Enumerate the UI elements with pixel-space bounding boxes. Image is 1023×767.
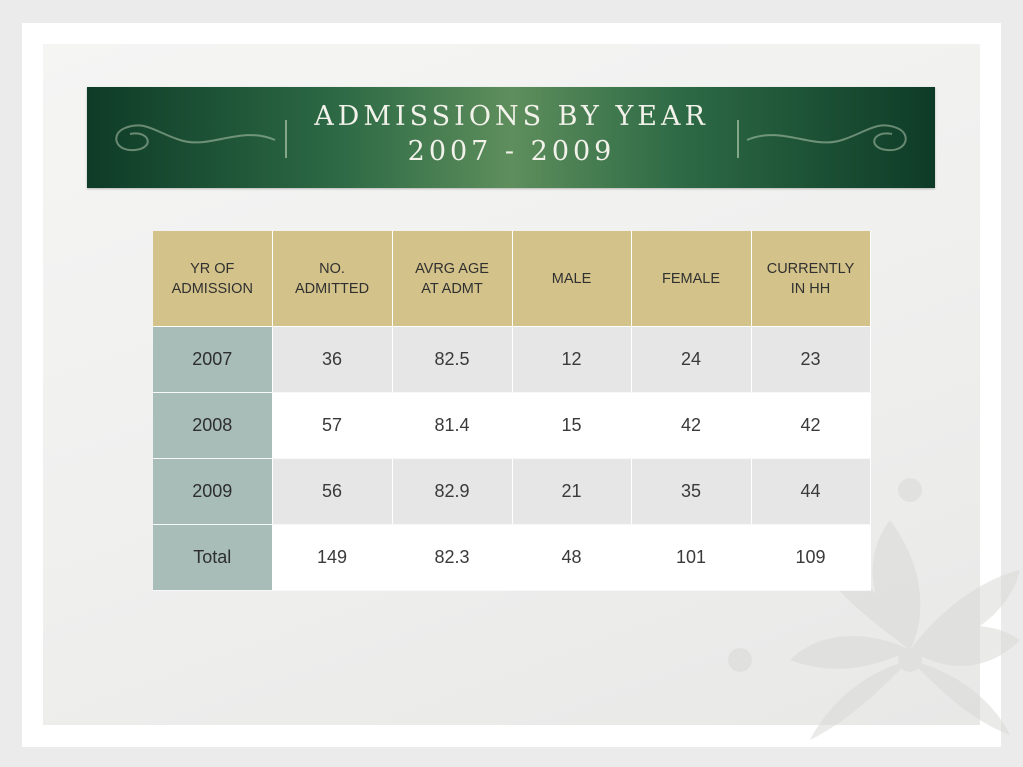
cell-admitted: 149	[272, 525, 392, 591]
row-year: 2008	[153, 393, 272, 459]
table-row	[153, 459, 870, 525]
header-no-admitted: NO. ADMITTED	[272, 231, 392, 327]
cell-admitted: 36	[272, 327, 392, 393]
table-row	[153, 327, 870, 393]
table-row	[153, 393, 870, 459]
cell-avg-age: 81.4	[392, 393, 512, 459]
cell-avg-age: 82.9	[392, 459, 512, 525]
cell-admitted: 57	[272, 393, 392, 459]
cell-currently-in-hh: 44	[751, 459, 870, 525]
cell-currently-in-hh: 42	[751, 393, 870, 459]
cell-currently-in-hh: 109	[751, 525, 870, 591]
cell-avg-age: 82.5	[392, 327, 512, 393]
header-yr-of-admission: YR OF ADMISSION	[153, 231, 272, 327]
cell-female: 42	[631, 393, 751, 459]
row-total-label: Total	[153, 525, 272, 591]
row-year: 2009	[153, 459, 272, 525]
cell-male: 48	[512, 525, 631, 591]
cell-female: 101	[631, 525, 751, 591]
table-row-total	[153, 525, 870, 591]
table-header-row	[153, 231, 870, 327]
cell-avg-age: 82.3	[392, 525, 512, 591]
cell-female: 24	[631, 327, 751, 393]
header-male: MALE	[512, 231, 631, 327]
cell-currently-in-hh: 23	[751, 327, 870, 393]
header-currently-in-hh: CURRENTLY IN HH	[751, 231, 870, 327]
cell-female: 35	[631, 459, 751, 525]
slide-title: ADMISSIONS BY YEAR	[314, 101, 709, 132]
cell-male: 15	[512, 393, 631, 459]
cell-admitted: 56	[272, 459, 392, 525]
slide-subtitle: 2007 - 2009	[407, 136, 616, 167]
cell-male: 12	[512, 327, 631, 393]
cell-male: 21	[512, 459, 631, 525]
row-year: 2007	[153, 327, 272, 393]
admissions-table	[153, 231, 871, 591]
header-avrg-age: AVRG AGE AT ADMT	[392, 231, 512, 327]
header-female: FEMALE	[631, 231, 751, 327]
